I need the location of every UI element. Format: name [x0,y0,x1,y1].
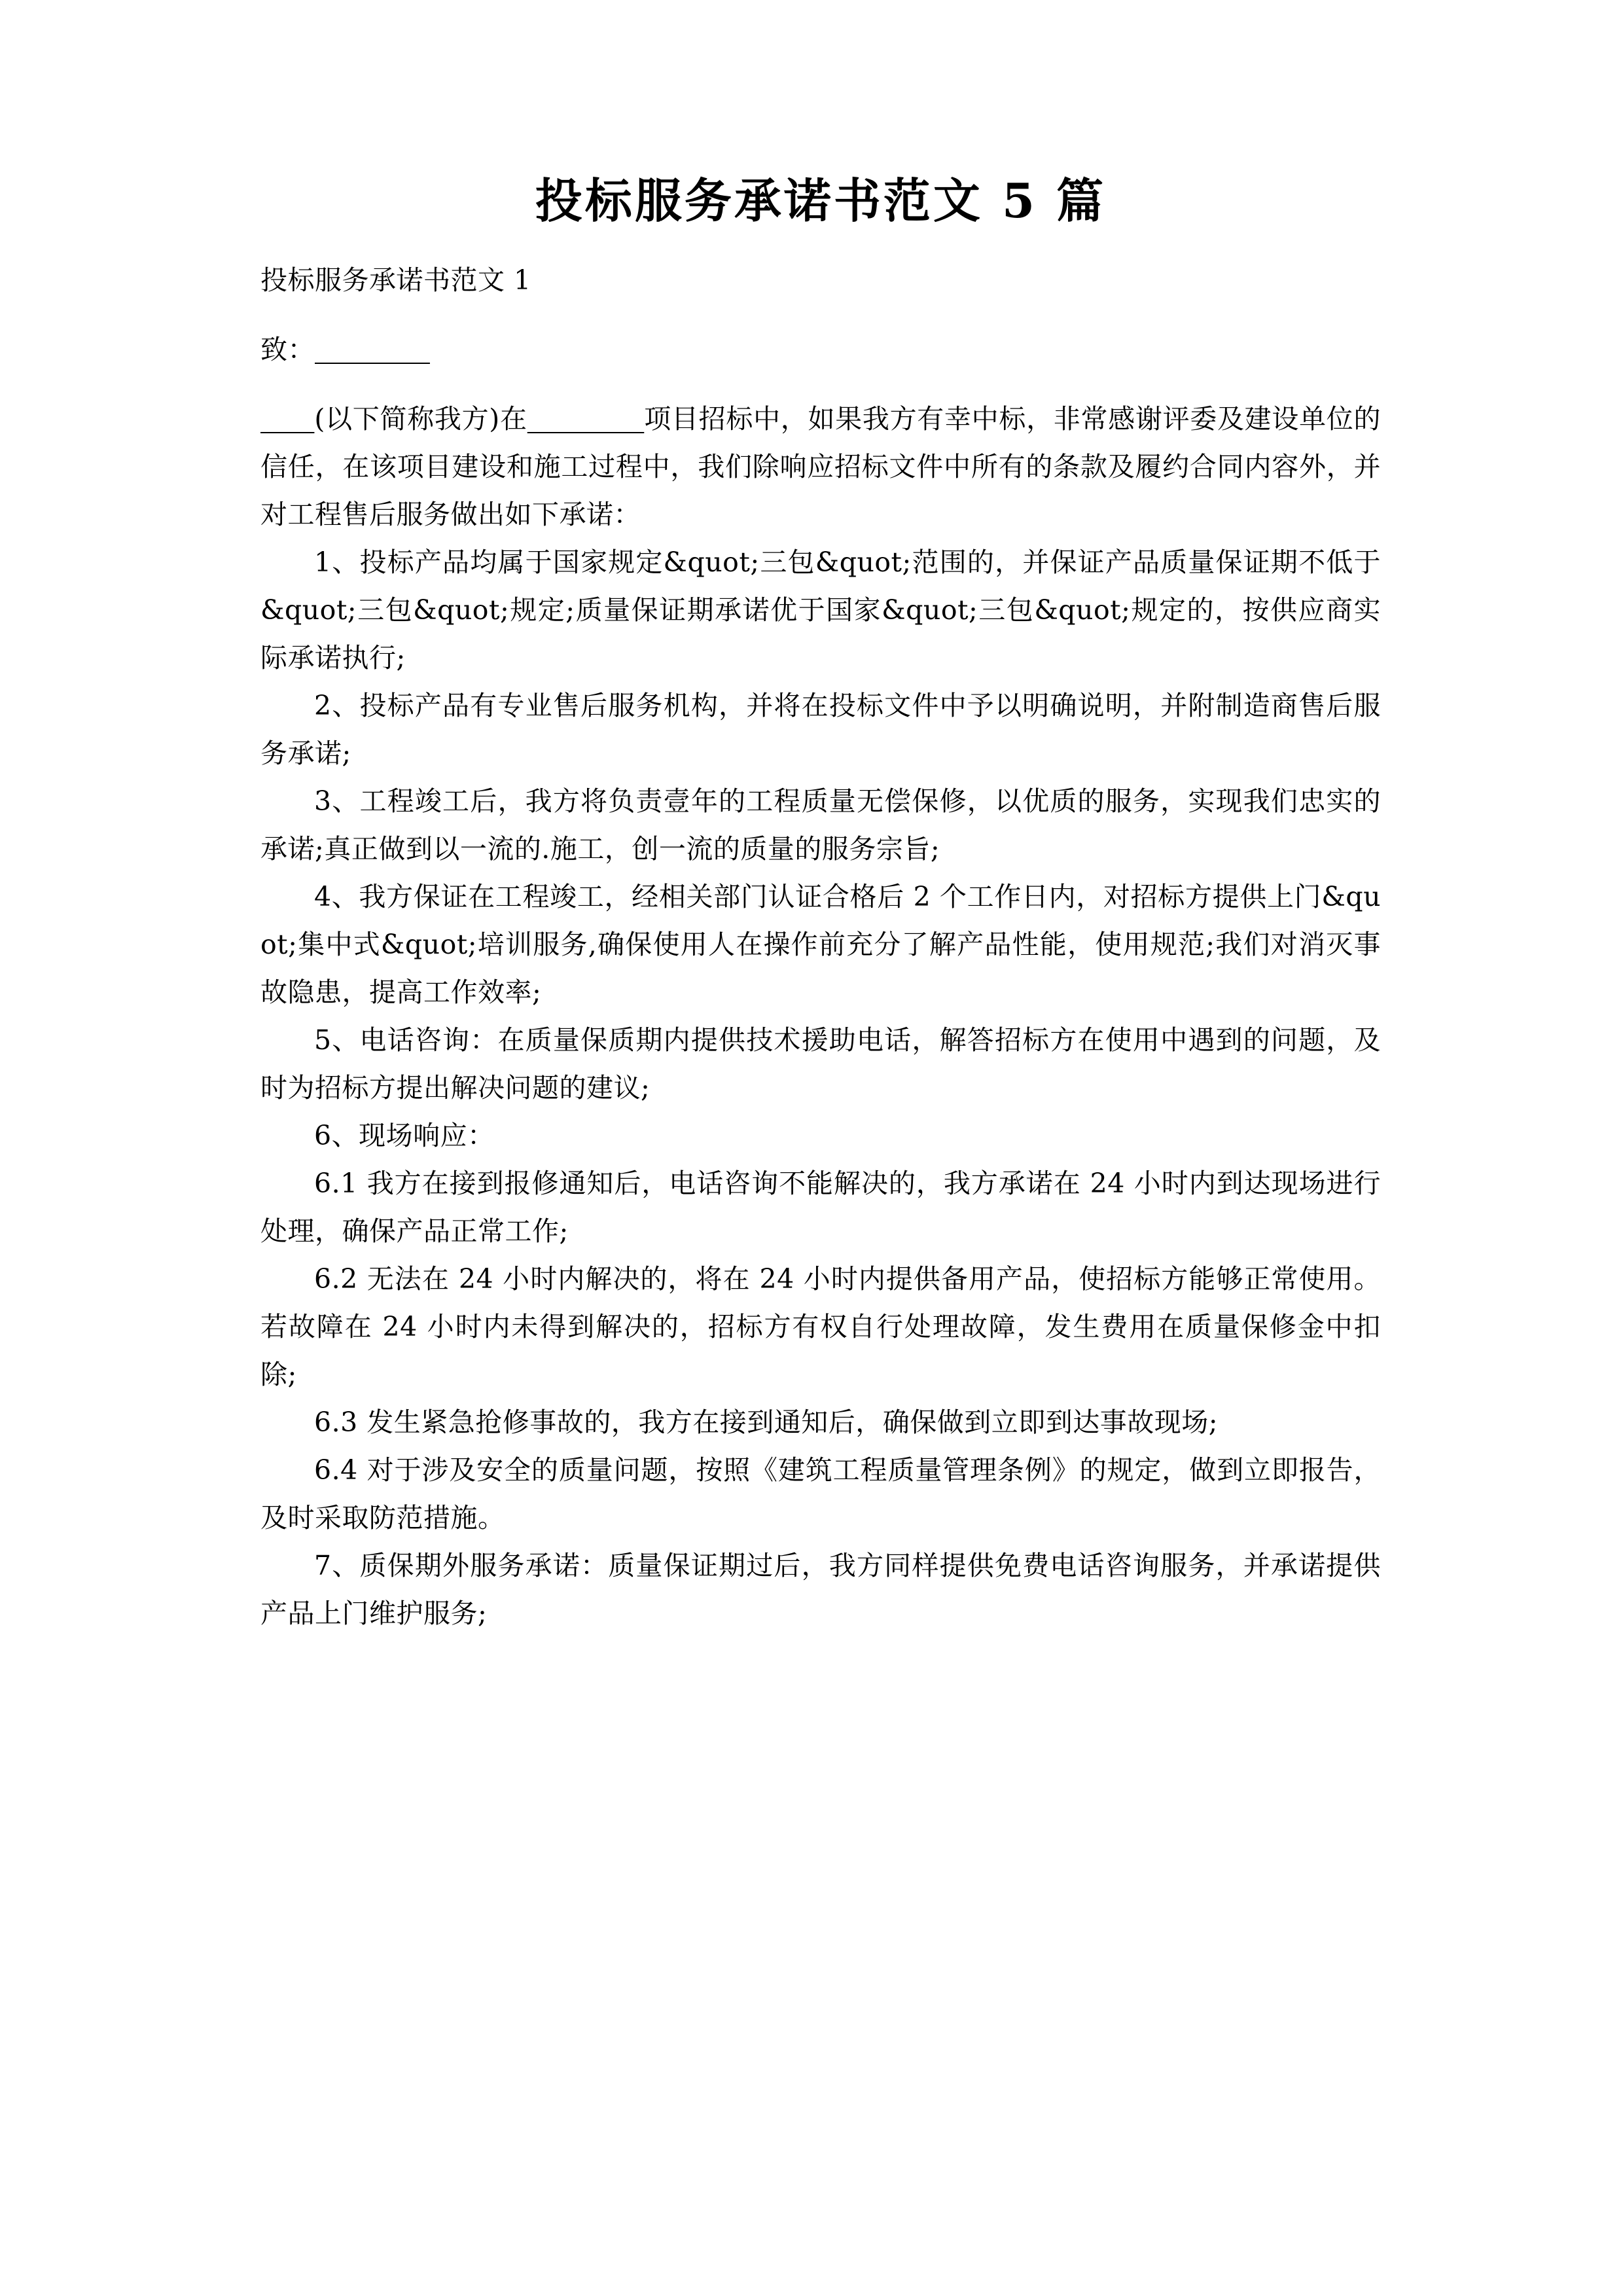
paragraph-item-2: 2、投标产品有专业售后服务机构，并将在投标文件中予以明确说明，并附制造商售后服务承诺; [260,690,1381,769]
intro-text-b: 项目招标中，如果我方有幸中标，非常感谢评委及建设单位的信任，在该项目建设和施工过程中，我们除响应招标文件中所有的条款及履约合同内容外，并对工程售后服务做出如下承诺： [260,403,1381,530]
salutation-label: 致： [260,334,315,365]
paragraph-item-6-2: 6.2 无法在 24 小时内解决的，将在 24 小时内提供备用产品，使招标方能够正常使用。若故障在 24 小时内未得到解决的，招标方有权自行处理故障，发生费用在质量保修金中扣除; [260,1263,1381,1390]
paragraph-item-5: 5、电话咨询：在质量保质期内提供技术援助电话，解答招标方在使用中遇到的问题，及时为招标方提出解决问题的建议; [260,1024,1381,1103]
intro-text-a: (以下简称我方)在 [314,403,527,435]
spacer [260,230,1381,257]
document-body [260,0,1381,1638]
paragraph-item-6: 6、现场响应： [314,1120,495,1151]
paragraph-item-6-3: 6.3 发生紧急抢修事故的，我方在接到通知后，确保做到立即到达事故现场; [314,1407,1219,1438]
paragraph-item-6-1: 6.1 我方在接到报修通知后，电话咨询不能解决的，我方承诺在 24 小时内到达现场进行处理，确保产品正常工作; [260,1168,1381,1247]
project-name-blank [527,403,645,435]
paragraph-item-1: 1、投标产品均属于国家规定&quot;三包&quot;范围的，并保证产品质量保证期不低于&quot;三包&quot;规定;质量保证期承诺优于国家&quot;三包&quot;规定的，按供应商实际承诺执行; [260,547,1381,673]
paragraph-item-4: 4、我方保证在工程竣工，经相关部门认证合格后 2 个工作日内，对招标方提供上门&quot;集中式&quot;培训服务,确保使用人在操作前充分了解产品性能，使用规范;我们对消灭事故隐患，提高工作效率; [260,881,1381,1008]
spacer [260,374,1381,395]
document-subtitle: 投标服务承诺书范文 1 [260,264,531,296]
company-name-blank [260,403,314,435]
spacer [260,304,1381,326]
paragraph-item-6-4: 6.4 对于涉及安全的质量问题，按照《建筑工程质量管理条例》的规定，做到立即报告，及时采取防范措施。 [260,1454,1381,1534]
paragraph-intro [260,395,1381,539]
paragraph-item-7: 7、质保期外服务承诺：质量保证期过后，我方同样提供免费电话咨询服务，并承诺提供产品上门维护服务; [260,1550,1381,1629]
page-title: 投标服务承诺书范文 5 篇 [535,173,1107,228]
salutation-blank [315,334,430,365]
paragraph-item-3: 3、工程竣工后，我方将负责壹年的工程质量无偿保修，以优质的服务，实现我们忠实的承诺;真正做到以一流的.施工，创一流的质量的服务宗旨; [260,785,1381,865]
salutation-line [260,326,1381,374]
